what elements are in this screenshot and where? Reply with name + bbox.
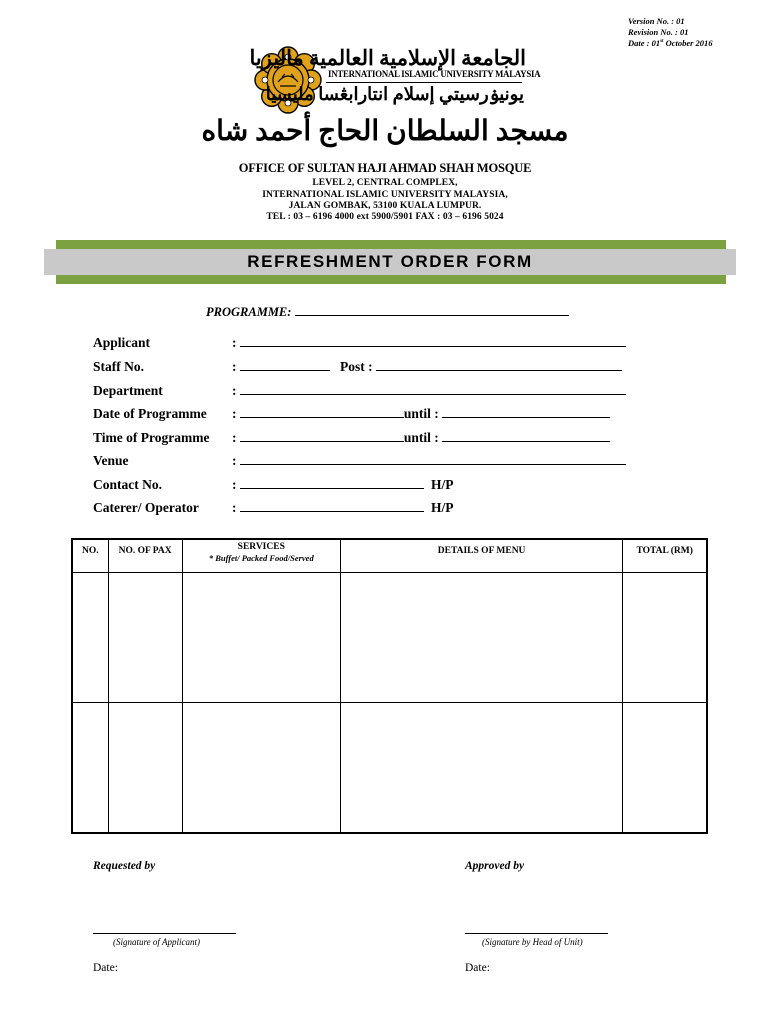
staff-no-label: Staff No. [93, 359, 144, 374]
university-name-arabic: الجامعة الإسلامية العالمية ماليزيا [249, 46, 526, 70]
address-line-1: LEVEL 2, CENTRAL COMPLEX, [312, 178, 458, 188]
col-no-header: NO. [72, 539, 108, 573]
cell-menu[interactable] [340, 703, 622, 834]
cell-pax[interactable] [108, 573, 182, 703]
col-services-header: SERVICES * Buffet/ Packed Food/Served [182, 539, 340, 573]
time-of-programme-field[interactable]: : until : [232, 430, 610, 446]
cell-total[interactable] [623, 703, 707, 834]
contact-no-input-line[interactable] [240, 479, 424, 489]
applicant-field[interactable]: : [232, 335, 626, 351]
venue-label: Venue [93, 453, 129, 468]
department-label: Department [93, 383, 163, 398]
staff-no-input-line[interactable] [240, 361, 330, 371]
time-until-input-line[interactable] [442, 432, 610, 442]
cell-menu[interactable] [340, 573, 622, 703]
version-number: Version No. : 01 [628, 16, 685, 26]
cell-no[interactable] [72, 703, 108, 834]
cell-services[interactable] [182, 703, 340, 834]
applicant-label: Applicant [93, 335, 151, 350]
date-of-programme-field[interactable]: : until : [232, 406, 610, 422]
head-signature-line[interactable] [465, 933, 608, 934]
col-total-header: TOTAL (RM) [623, 539, 707, 573]
caterer-input-line[interactable] [240, 502, 424, 512]
services-note: * Buffet/ Packed Food/Served [208, 553, 314, 563]
mosque-name-arabic: مسجد السلطان الحاج أحمد شاه [201, 116, 569, 147]
time-of-programme-label: Time of Programme [93, 430, 210, 445]
contact-no-field[interactable]: : [232, 477, 424, 493]
university-name-latin: INTERNATIONAL ISLAMIC UNIVERSITY MALAYSIA [328, 70, 541, 80]
cell-pax[interactable] [108, 703, 182, 834]
table-header-row [72, 539, 707, 573]
post-label: Post [340, 359, 365, 374]
venue-input-line[interactable] [240, 455, 626, 465]
revision-number: Revision No. : 01 [628, 26, 689, 37]
contact-line: TEL : 03 – 6196 4000 ext 5900/5901 FAX : 03 – 6196 5024 [266, 212, 504, 222]
col-pax-header: NO. OF PAX [108, 539, 182, 573]
programme-input-line[interactable] [295, 306, 569, 316]
address-line-3: JALAN GOMBAK, 53100 KUALA LUMPUR. [288, 201, 482, 211]
head-signature-caption: (Signature by Head of Unit) [482, 937, 583, 947]
menu-table [71, 538, 708, 834]
caterer-label: Caterer/ Operator [93, 500, 199, 515]
contact-no-label: Contact No. [93, 477, 162, 492]
post-field[interactable]: Post : [340, 359, 622, 375]
venue-field[interactable]: : [232, 453, 626, 469]
university-name-jawi: يونيۏرسيتي إسلام انتارابڠسا مليسيا [265, 84, 524, 104]
date-of-programme-label: Date of Programme [93, 406, 207, 421]
until-label: until : [403, 430, 439, 445]
applicant-input-line[interactable] [240, 337, 626, 347]
table-row [72, 573, 707, 703]
contact-hp-label: H/P [431, 477, 454, 492]
cell-services[interactable] [182, 573, 340, 703]
until-label: until : [403, 406, 439, 421]
table-row [72, 703, 707, 834]
col-menu-header: DETAILS OF MENU [340, 539, 622, 573]
revision-date: Date : 01st October 2016 [628, 37, 713, 48]
head-date-label: Date: [465, 962, 490, 974]
date-until-input-line[interactable] [442, 408, 610, 418]
cell-total[interactable] [623, 573, 707, 703]
applicant-signature-caption: (Signature of Applicant) [113, 937, 200, 947]
version-info [628, 16, 713, 48]
programme-field[interactable] [206, 305, 569, 320]
banner-band-top [56, 240, 726, 249]
department-input-line[interactable] [240, 385, 626, 395]
caterer-hp-label: H/P [431, 500, 454, 515]
applicant-date-label: Date: [93, 962, 118, 974]
applicant-signature-line[interactable] [93, 933, 236, 934]
time-from-input-line[interactable] [240, 432, 404, 442]
address-line-2: INTERNATIONAL ISLAMIC UNIVERSITY MALAYSIA, [262, 190, 508, 200]
caterer-field[interactable]: : [232, 500, 424, 516]
office-title: OFFICE OF SULTAN HAJI AHMAD SHAH MOSQUE [238, 161, 532, 175]
department-field[interactable]: : [232, 383, 626, 399]
form-title: REFRESHMENT ORDER FORM [247, 252, 533, 271]
approved-by-label: Approved by [465, 860, 525, 872]
banner-band-bottom [56, 275, 726, 284]
staff-no-field[interactable]: : [232, 359, 330, 375]
cell-no[interactable] [72, 573, 108, 703]
date-from-input-line[interactable] [240, 408, 404, 418]
requested-by-label: Requested by [93, 860, 156, 872]
post-input-line[interactable] [376, 361, 622, 371]
programme-label: PROGRAMME: [206, 305, 292, 319]
